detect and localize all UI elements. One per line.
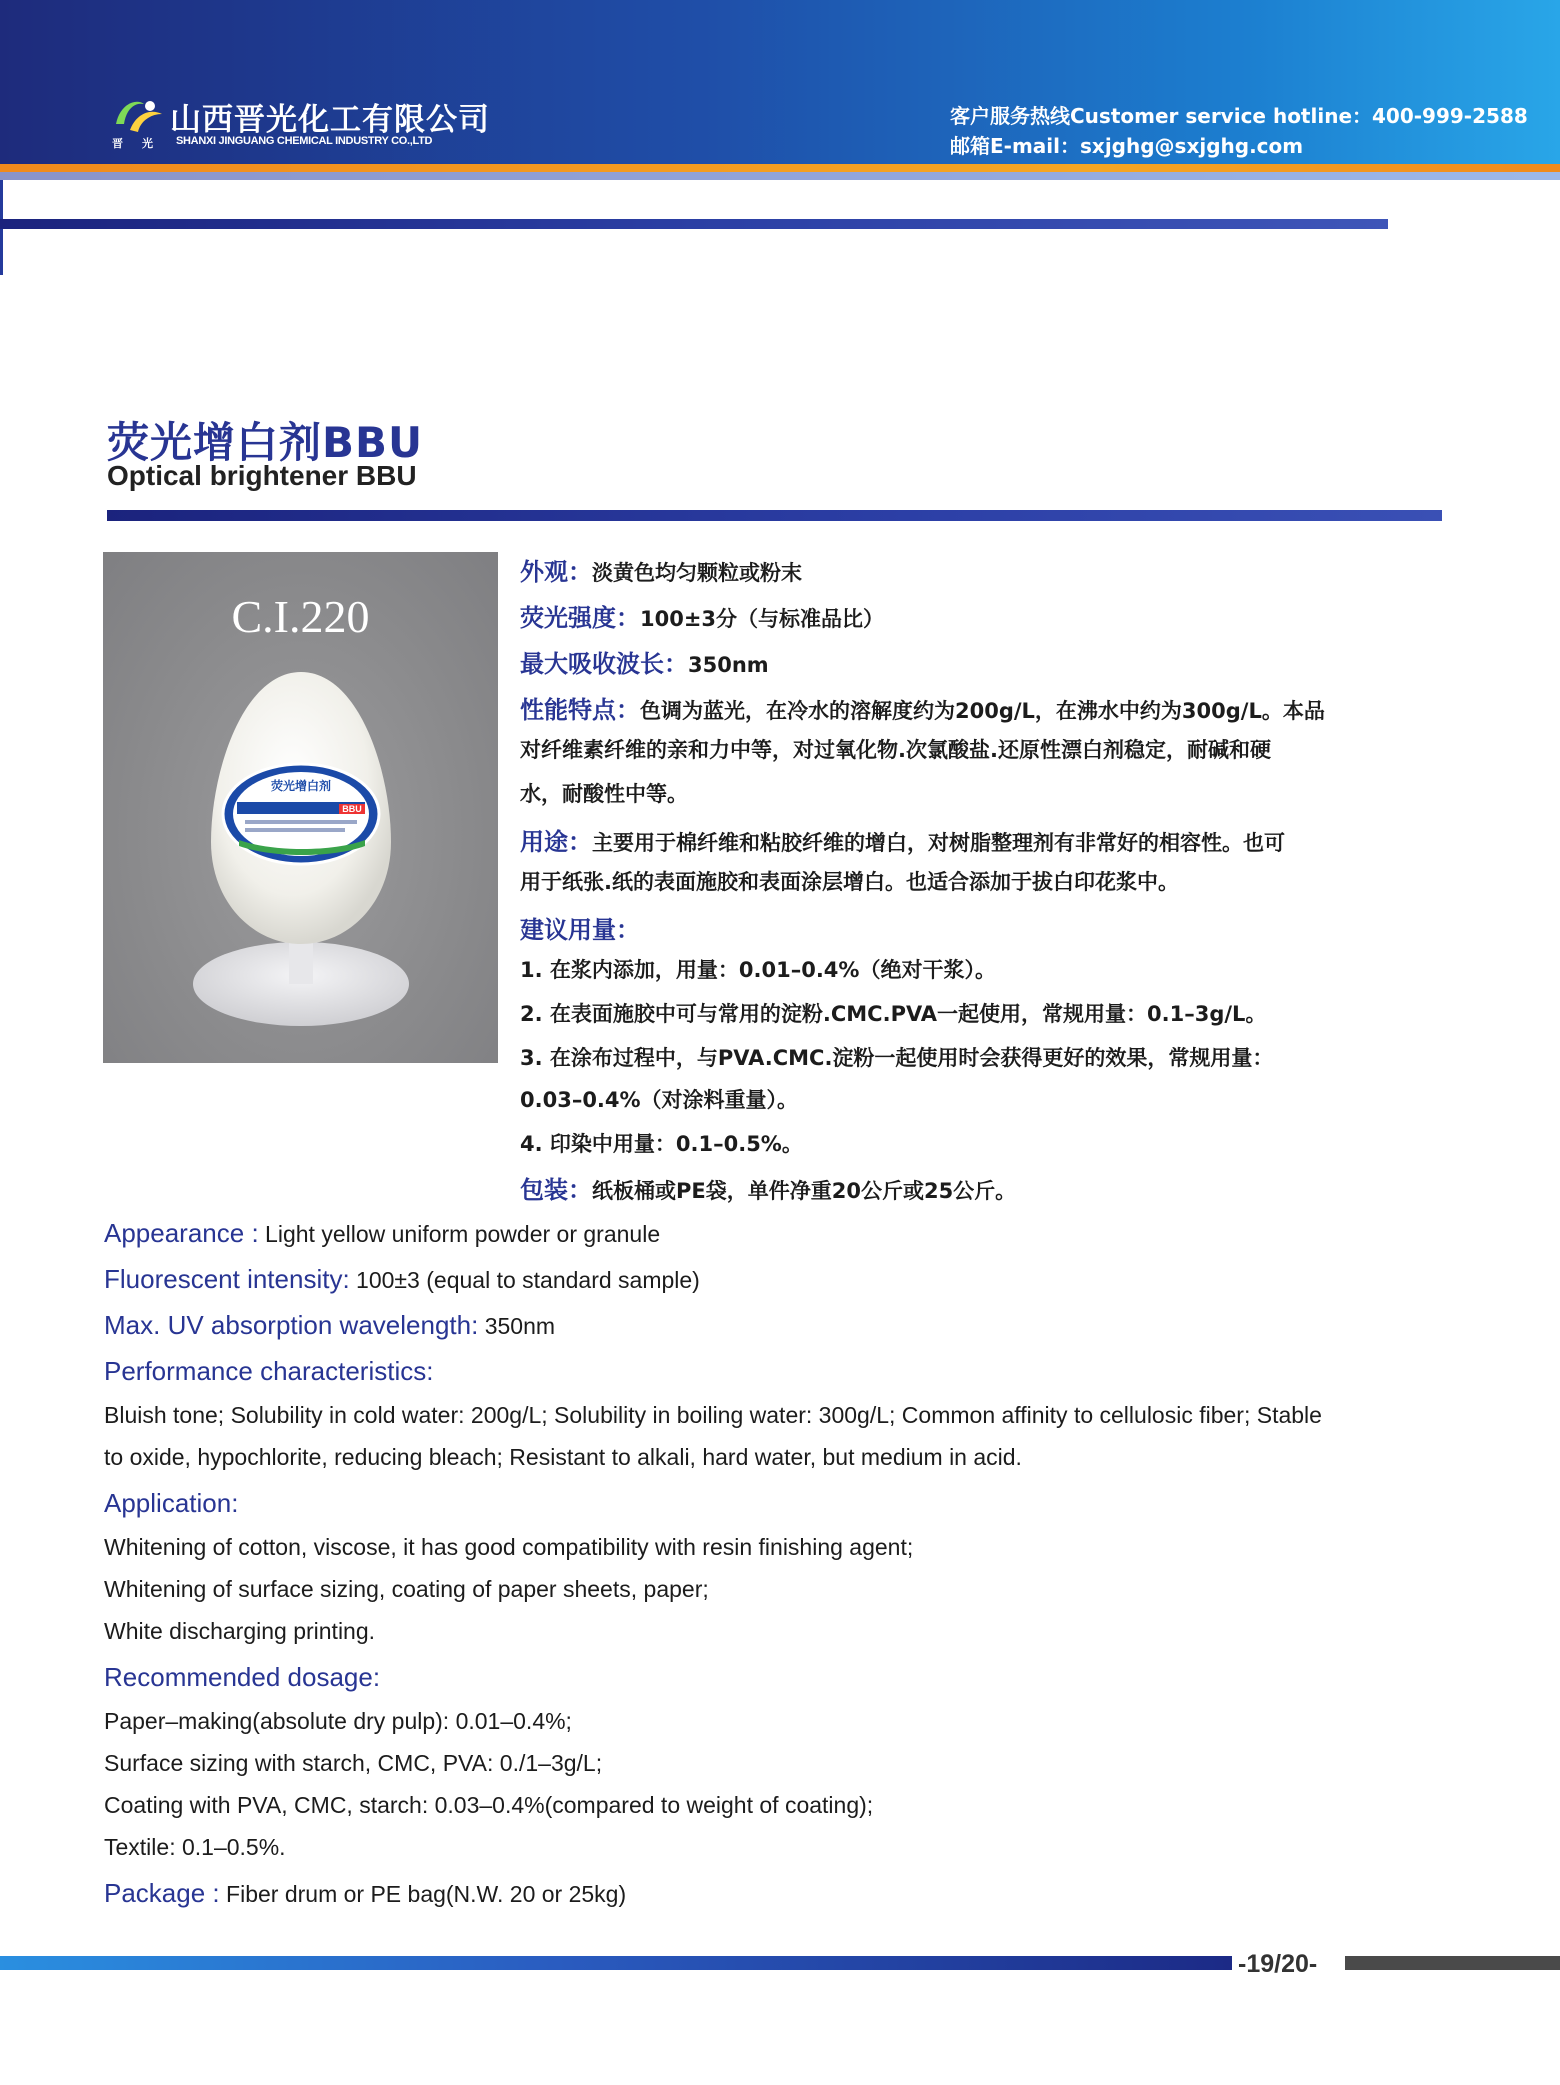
- sample-flask-icon: [103, 552, 498, 1063]
- en-dosage-1: Paper–making(absolute dry pulp): 0.01–0.4%;: [104, 1708, 572, 1734]
- en-package-row: [104, 1878, 626, 1909]
- cn-dosage-row: [520, 910, 640, 945]
- en-application-2: Whitening of surface sizing, coating of paper sheets, paper;: [104, 1576, 709, 1602]
- en-dosage-label: Recommended dosage:: [104, 1662, 381, 1692]
- cn-performance-line2: 对纤维素纤维的亲和力中等，对过氧化物.次氯酸盐.还原性漂白剂稳定，耐碱和硬: [520, 738, 1271, 762]
- photo-ci-label: C.I.220: [231, 591, 370, 642]
- en-performance-line1: Bluish tone; Solubility in cold water: 200g/L; Solubility in boiling water: 300g/L; Common affinity to cellulosic fiber; Stable: [104, 1402, 1322, 1428]
- en-intensity-label: Fluorescent intensity:: [104, 1264, 350, 1294]
- en-dosage-4: Textile: 0.1–0.5%.: [104, 1834, 286, 1860]
- en-application-1: Whitening of cotton, viscose, it has good compatibility with resin finishing agent;: [104, 1534, 914, 1560]
- cn-usage-line1: 主要用于棉纤维和粘胶纤维的增白，对树脂整理剂有非常好的相容性。也可: [592, 831, 1285, 855]
- cn-wavelength-label: 最大吸收波长：: [520, 650, 688, 678]
- product-title-cn: 荧光增白剂BBU: [107, 418, 424, 467]
- page-number: -19/20-: [1238, 1950, 1318, 1978]
- en-wavelength-row: [104, 1310, 555, 1341]
- service-hotline: 客户服务热线Customer service hotline：400-999-2588: [950, 104, 1528, 128]
- cn-usage-line2: 用于纸张.纸的表面施胶和表面涂层增白。也适合添加于拔白印花浆中。: [520, 870, 1179, 894]
- header-accent-band: [0, 164, 1560, 172]
- product-title-en: Optical brightener BBU: [107, 460, 417, 491]
- cn-dosage-label: 建议用量：: [520, 916, 640, 944]
- cn-performance-label: 性能特点：: [520, 696, 640, 724]
- en-appearance-row: [104, 1218, 660, 1249]
- cn-dosage-4: 4. 印染中用量：0.1–0.5%。: [520, 1132, 803, 1156]
- cn-package-label: 包装：: [520, 1176, 592, 1204]
- cn-dosage-1: 1. 在浆内添加，用量：0.01–0.4%（绝对干浆）。: [520, 958, 996, 982]
- header-shadow-band: [0, 172, 1560, 180]
- cn-performance-line1: 色调为蓝光，在冷水的溶解度约为200g/L，在沸水中约为300g/L。本品: [640, 699, 1325, 723]
- en-application-row: [104, 1488, 238, 1519]
- en-appearance-label: Appearance :: [104, 1218, 259, 1248]
- company-name-cn: 山西晋光化工有限公司: [170, 102, 490, 138]
- cn-intensity-label: 荧光强度：: [520, 604, 640, 632]
- product-photo: [103, 552, 498, 1063]
- cn-usage-row: [520, 822, 1285, 857]
- cn-intensity-row: [520, 598, 884, 633]
- cn-usage-label: 用途：: [520, 828, 592, 856]
- cn-appearance-value: 淡黄色均匀颗粒或粉末: [592, 561, 802, 585]
- en-performance-label: Performance characteristics:: [104, 1356, 434, 1386]
- en-dosage-2: Surface sizing with starch, CMC, PVA: 0./1–3g/L;: [104, 1750, 603, 1776]
- en-dosage-3: Coating with PVA, CMC, starch: 0.03–0.4%(compared to weight of coating);: [104, 1792, 874, 1818]
- cn-appearance-label: 外观：: [520, 558, 592, 586]
- en-intensity-row: [104, 1264, 700, 1295]
- cn-intensity-value: 100±3分（与标准品比）: [640, 607, 885, 631]
- decorative-bar: [0, 219, 1388, 229]
- en-dosage-row: [104, 1662, 380, 1693]
- cn-package-row: [520, 1170, 1016, 1205]
- company-logo-icon: [110, 94, 168, 138]
- en-performance-line2: to oxide, hypochlorite, reducing bleach; Resistant to alkali, hard water, but medium in acid.: [104, 1444, 1022, 1470]
- cn-package-value: 纸板桶或PE袋，单件净重20公斤或25公斤。: [592, 1179, 1017, 1203]
- cn-dosage-3b: 0.03–0.4%（对涂料重量）。: [520, 1088, 799, 1112]
- bag-code-text: BBU: [342, 804, 362, 814]
- cn-performance-row: [520, 690, 1325, 725]
- cn-dosage-3a: 3. 在涂布过程中，与PVA.CMC.淀粉一起使用时会获得更好的效果，常规用量：: [520, 1046, 1274, 1070]
- en-wavelength-label: Max. UV absorption wavelength:: [104, 1310, 479, 1340]
- en-intensity-value: 100±3 (equal to standard sample): [349, 1267, 700, 1293]
- cn-appearance-row: [520, 552, 802, 587]
- contact-email: 邮箱E-mail：sxjghg@sxjghg.com: [950, 134, 1304, 158]
- company-name-en: SHANXI JINGUANG CHEMICAL INDUSTRY CO.,LTD: [176, 135, 433, 147]
- en-package-value: Fiber drum or PE bag(N.W. 20 or 25kg): [219, 1881, 627, 1907]
- en-application-label: Application:: [104, 1488, 239, 1518]
- en-package-label: Package :: [104, 1878, 220, 1908]
- company-logo-tag: 晋 光: [112, 138, 162, 150]
- cn-dosage-2: 2. 在表面施胶中可与常用的淀粉.CMC.PVA一起使用，常规用量：0.1–3g/L。: [520, 1002, 1267, 1026]
- footer-bar-right: [1345, 1956, 1560, 1970]
- title-divider: [107, 510, 1442, 521]
- en-performance-row: [104, 1356, 433, 1387]
- cn-wavelength-value: 350nm: [688, 653, 769, 677]
- en-appearance-value: Light yellow uniform powder or granule: [258, 1221, 661, 1247]
- footer-bar-left: [0, 1956, 1232, 1970]
- bag-brand-text: 荧光增白剂: [270, 779, 332, 793]
- cn-performance-line3: 水，耐酸性中等。: [520, 782, 688, 806]
- en-wavelength-value: 350nm: [478, 1313, 556, 1339]
- en-application-3: White discharging printing.: [104, 1618, 376, 1644]
- cn-wavelength-row: [520, 644, 769, 679]
